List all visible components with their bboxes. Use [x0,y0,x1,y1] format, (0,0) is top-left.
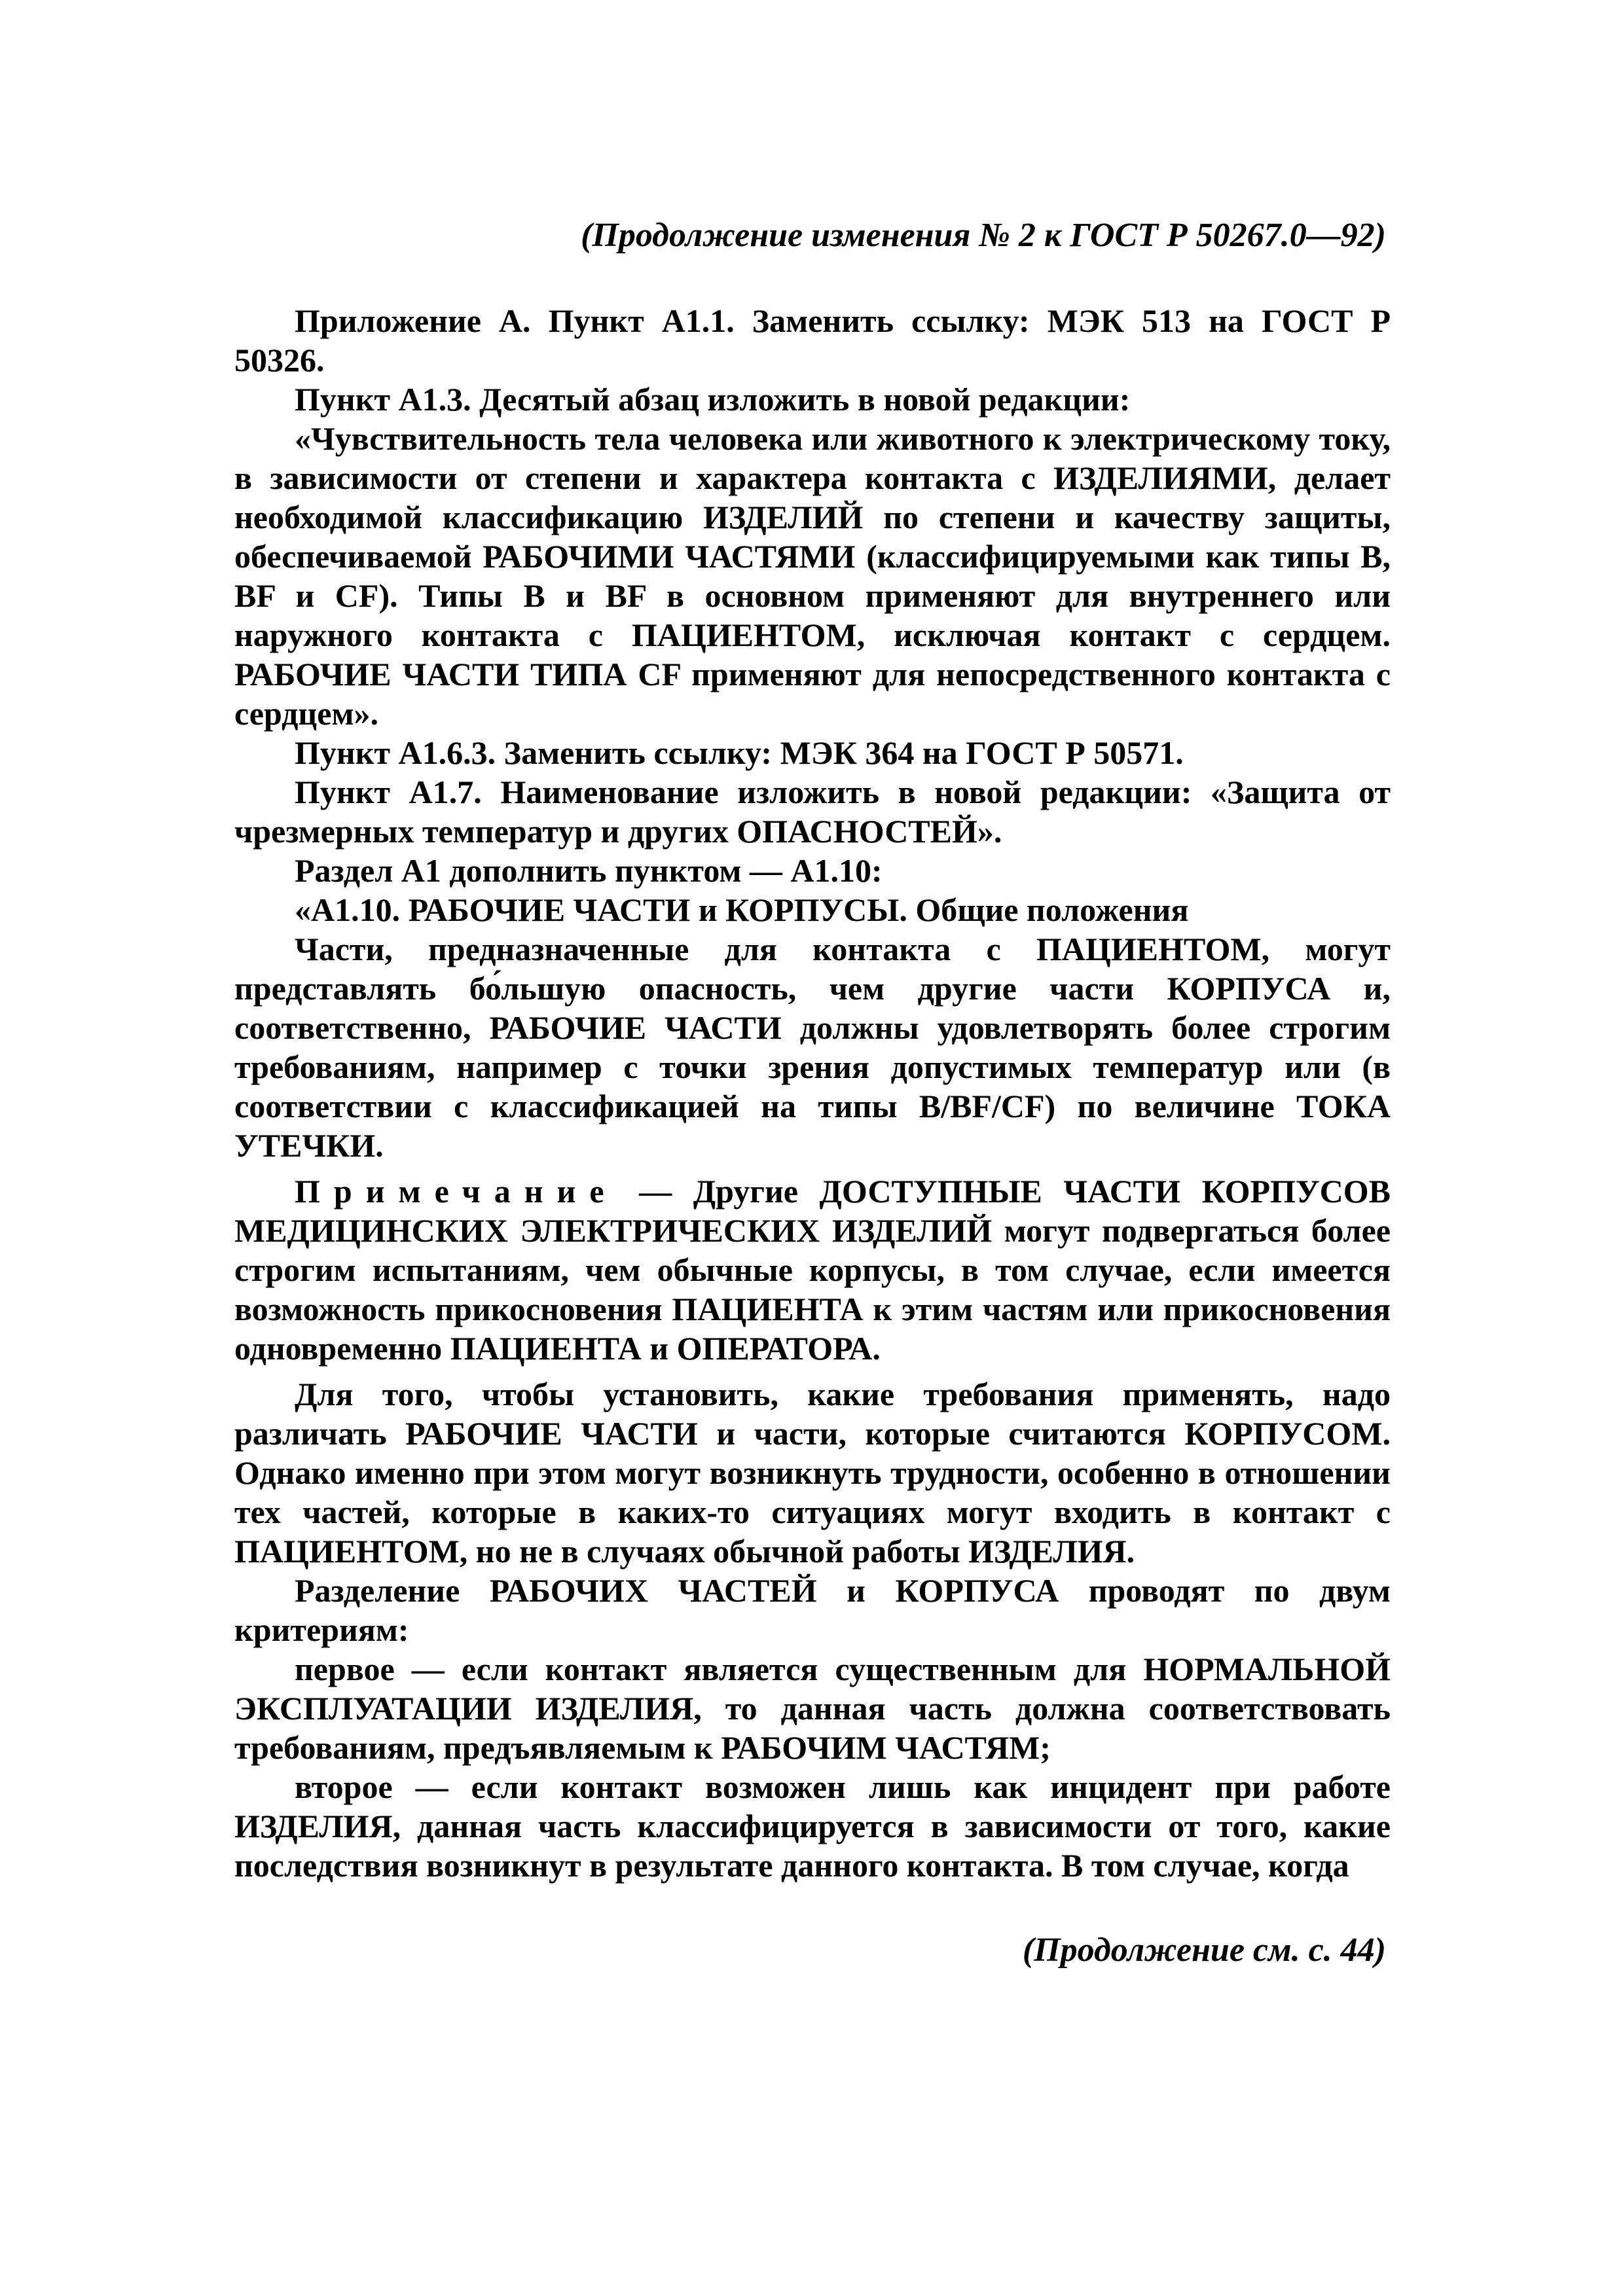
note-text: — Другие ДОСТУПНЫЕ ЧАСТИ КОРПУСОВ МЕДИЦИНСКИХ ЭЛЕКТРИЧЕСКИХ ИЗДЕЛИЙ могут подвергаться более строгим испытаниям, чем обычные корпусы, в том случае, если имеется возможность прикосновения ПАЦИЕНТА к этим частям или прикосновения одновременно ПАЦИЕНТА и ОПЕРАТОРА. [234,1173,1391,1367]
continuation-header: (Продолжение изменения № 2 к ГОСТ Р 50267.0—92) [581,217,1386,254]
paragraph-criterion-second: второе — если контакт возможен лишь как инцидент при работе ИЗДЕЛИЯ, данная часть классифицируется в зависимости от того, какие последствия возникнут в результате данного контакта. В том случае, когда [234,1768,1391,1884]
paragraph-section-a1-add: Раздел А1 дополнить пунктом — А1.10: [295,852,883,889]
note-label: Примечание [295,1173,618,1210]
paragraph-a1-10-body: Части, предназначенные для контакта с ПАЦИЕНТОМ, могут представлять бо́льшую опасность, чем другие части КОРПУСА и, соответственно, РАБОЧИЕ ЧАСТИ должны удовлетворять более строгим требованиям, например с точки зрения допустимых температур или (в соответствии с классификацией на типы B/BF/CF) по величине ТОКА УТЕЧКИ. [234,931,1391,1164]
document-body [234,301,1391,1885]
paragraph-criterion-first: первое — если контакт является существенным для НОРМАЛЬНОЙ ЭКСПЛУАТАЦИИ ИЗДЕЛИЯ, то данная часть должна соответствовать требованиям, предъявляемым к РАБОЧИМ ЧАСТЯМ; [234,1651,1391,1766]
paragraph-criteria: Разделение РАБОЧИХ ЧАСТЕЙ и КОРПУСА проводят по двум критериям: [234,1572,1391,1648]
note-paragraph [234,1172,1391,1368]
paragraph-a1-3-intro: Пункт А1.3. Десятый абзац изложить в новой редакции: [295,381,1131,418]
paragraph-distinguish: Для того, чтобы установить, какие требования применять, надо различать РАБОЧИЕ ЧАСТИ и части, которые считаются КОРПУСОМ. Однако именно при этом могут возникнуть трудности, особенно в отношении тех частей, которые в каких-то ситуациях могут входить в контакт с ПАЦИЕНТОМ, но не в случаях обычной работы ИЗДЕЛИЯ. [234,1376,1391,1570]
paragraph-appendix-a1-1: Приложение А. Пункт А1.1. Заменить ссылку: МЭК 513 на ГОСТ Р 50326. [234,302,1391,378]
paragraph-a1-10-title: «А1.10. РАБОЧИЕ ЧАСТИ и КОРПУСЫ. Общие положения [295,891,1189,928]
paragraph-a1-7: Пункт А1.7. Наименование изложить в новой редакции: «Защита от чрезмерных температур и других ОПАСНОСТЕЙ». [234,774,1391,850]
continuation-footer: (Продолжение см. с. 44) [1022,1931,1386,1969]
paragraph-a1-3-quote: «Чувствительность тела человека или животного к электрическому току, в зависимости от степени и характера контакта с ИЗДЕЛИЯМИ, делает необходимой классификацию ИЗДЕЛИЙ по степени и качеству защиты, обеспечиваемой РАБОЧИМИ ЧАСТЯМИ (классифицируемыми как типы В, BF и CF). Типы В и BF в основном применяют для внутреннего или наружного контакта с ПАЦИЕНТОМ, исключая контакт с сердцем. РАБОЧИЕ ЧАСТИ ТИПА CF применяют для непосредственного контакта с сердцем». [234,420,1391,732]
paragraph-a1-6-3: Пункт А1.6.3. Заменить ссылку: МЭК 364 на ГОСТ Р 50571. [295,734,1184,771]
